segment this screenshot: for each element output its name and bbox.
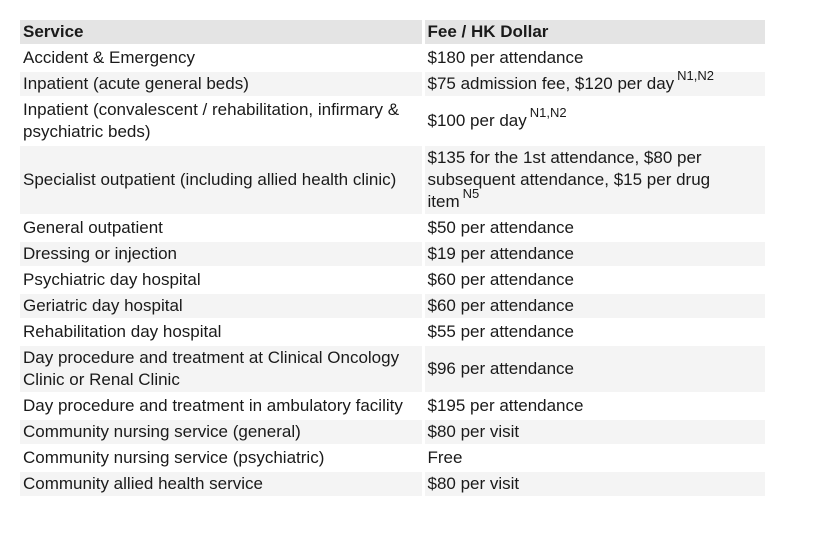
table-row: [20, 419, 765, 445]
table-row: [20, 45, 765, 71]
table-row: [20, 345, 765, 393]
fee-cell: [423, 145, 765, 215]
fee-table: [20, 20, 765, 498]
footnote-ref: N5: [462, 186, 480, 202]
table-row: [20, 145, 765, 215]
fee-text: $80 per visit: [427, 474, 520, 493]
service-cell: Day procedure and treatment in ambulatory facility: [20, 393, 423, 419]
fee-cell: [423, 241, 765, 267]
service-cell: Day procedure and treatment at Clinical Oncology Clinic or Renal Clinic: [20, 345, 423, 393]
service-cell: Psychiatric day hospital: [20, 267, 423, 293]
table-row: [20, 241, 765, 267]
fee-cell: [423, 215, 765, 241]
service-cell: Specialist outpatient (including allied health clinic): [20, 145, 423, 215]
service-cell: Dressing or injection: [20, 241, 423, 267]
service-cell: Geriatric day hospital: [20, 293, 423, 319]
service-cell: Community nursing service (psychiatric): [20, 445, 423, 471]
fee-text: $55 per attendance: [427, 322, 575, 341]
fee-cell: [423, 393, 765, 419]
header-row: [20, 20, 765, 45]
fee-text: $100 per day: [427, 111, 527, 130]
table-row: [20, 445, 765, 471]
table-row: [20, 215, 765, 241]
fee-text: $195 per attendance: [427, 396, 584, 415]
table-row: [20, 319, 765, 345]
footnote-ref: N1,N2: [677, 68, 715, 84]
table-row: [20, 393, 765, 419]
fee-cell: [423, 319, 765, 345]
service-cell: Inpatient (convalescent / rehabilitation, infirmary & psychiatric beds): [20, 97, 423, 145]
fee-text: $60 per attendance: [427, 296, 575, 315]
service-cell: Accident & Emergency: [20, 45, 423, 71]
service-cell: General outpatient: [20, 215, 423, 241]
fee-cell: [423, 445, 765, 471]
table-row: [20, 97, 765, 145]
table-row: [20, 471, 765, 497]
fee-cell: [423, 293, 765, 319]
service-cell: Rehabilitation day hospital: [20, 319, 423, 345]
table-row: [20, 293, 765, 319]
fee-cell: [423, 68, 765, 97]
fee-text: $75 admission fee, $120 per day: [427, 74, 675, 93]
fee-column-header: Fee / HK Dollar: [423, 20, 765, 45]
table-row: [20, 267, 765, 293]
table-body: [20, 45, 765, 497]
fee-text: Free: [427, 448, 463, 467]
fee-cell: [423, 345, 765, 393]
fee-text: $135 for the 1st attendance, $80 per subsequent attendance, $15 per drug item: [427, 148, 711, 211]
fee-text: $80 per visit: [427, 422, 520, 441]
fee-text: $19 per attendance: [427, 244, 575, 263]
service-cell: Community allied health service: [20, 471, 423, 497]
fee-cell: [423, 471, 765, 497]
service-column-header: Service: [20, 20, 423, 45]
fee-text: $60 per attendance: [427, 270, 575, 289]
fee-cell: [423, 267, 765, 293]
table-row: [20, 71, 765, 97]
fee-cell: [423, 97, 765, 145]
fee-text: $180 per attendance: [427, 48, 584, 67]
service-cell: Community nursing service (general): [20, 419, 423, 445]
footnote-ref: N1,N2: [529, 105, 567, 121]
service-cell: Inpatient (acute general beds): [20, 71, 423, 97]
fee-text: $50 per attendance: [427, 218, 575, 237]
fee-text: $96 per attendance: [427, 359, 575, 378]
fee-cell: [423, 419, 765, 445]
